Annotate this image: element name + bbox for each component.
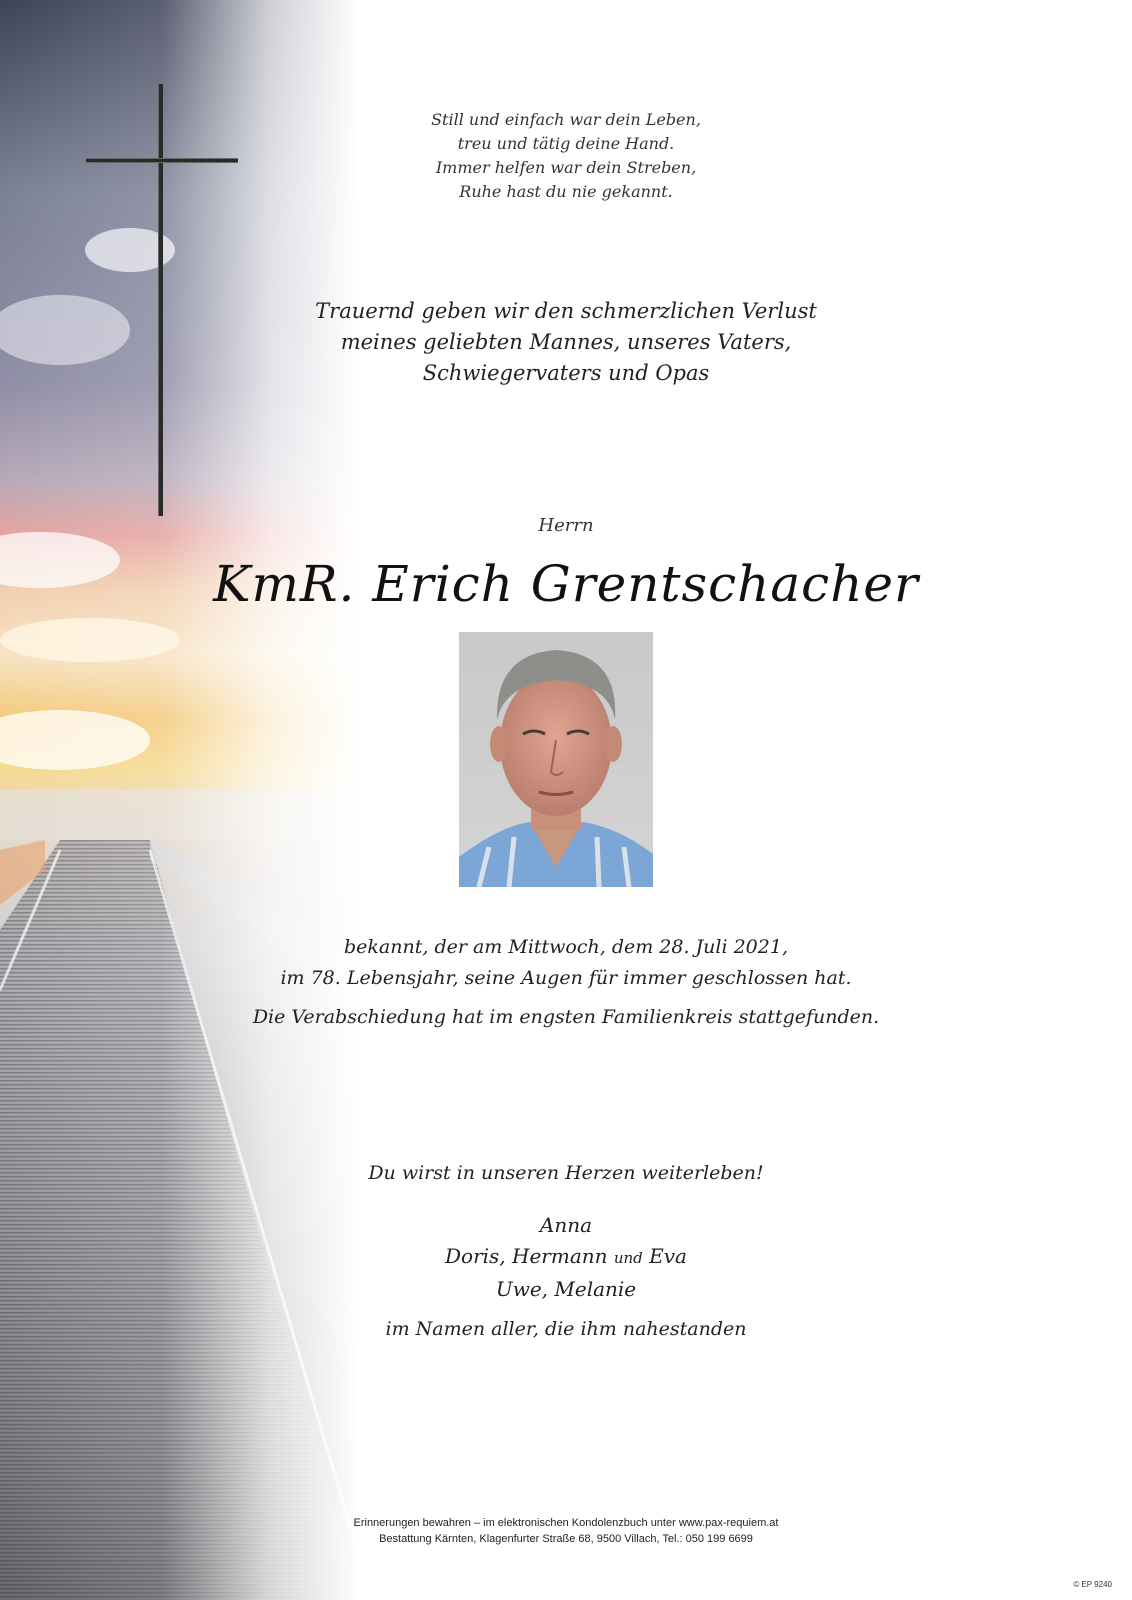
ceremony-notice: Die Verabschiedung hat im engsten Familienkreis stattgefunden. <box>252 1006 880 1028</box>
intro-line: meines geliebten Mannes, unseres Vaters, <box>340 330 792 354</box>
salutation: Herrn <box>538 515 594 536</box>
farewell-message: Du wirst in unseren Herzen weiterleben! <box>368 1162 764 1184</box>
poem-line: Immer helfen war dein Streben, <box>435 158 697 177</box>
document-code: © EP 9240 <box>1073 1580 1112 1589</box>
intro-line: Schwiegervaters und Opas <box>422 361 710 385</box>
family-line <box>0 1241 1132 1274</box>
death-notice-line: bekannt, der am Mittwoch, dem 28. Juli 2021, <box>344 936 788 958</box>
death-notice-line: im 78. Lebensjahr, seine Augen für immer geschlossen hat. <box>280 967 852 989</box>
family-line: Uwe, Melanie <box>495 1277 637 1301</box>
family-names: Doris, Hermann <box>445 1244 608 1268</box>
deceased-name: KmR. Erich Grentschacher <box>213 555 919 613</box>
portrait-photo <box>459 632 653 887</box>
family-signatures <box>0 1210 1132 1305</box>
death-notice <box>0 932 1132 994</box>
closing-line: im Namen aller, die ihm nahestanden <box>385 1318 747 1340</box>
family-names: Eva <box>649 1244 687 1268</box>
footer <box>0 1515 1132 1547</box>
poem-line: Ruhe hast du nie gekannt. <box>459 182 673 201</box>
family-conjunction: und <box>613 1249 643 1267</box>
announcement-intro <box>0 296 1132 389</box>
family-line: Anna <box>539 1213 593 1237</box>
intro-line: Trauernd geben wir den schmerzlichen Verlust <box>315 299 817 323</box>
poem-line: Still und einfach war dein Leben, <box>431 110 701 129</box>
footer-line: Erinnerungen bewahren – im elektronischen Kondolenzbuch unter www.pax-requiem.at <box>353 1517 779 1529</box>
poem-line: treu und tätig deine Hand. <box>457 134 675 153</box>
footer-line: Bestattung Kärnten, Klagenfurter Straße 68, 9500 Villach, Tel.: 050 199 6699 <box>379 1533 753 1545</box>
memorial-poem <box>0 108 1132 204</box>
